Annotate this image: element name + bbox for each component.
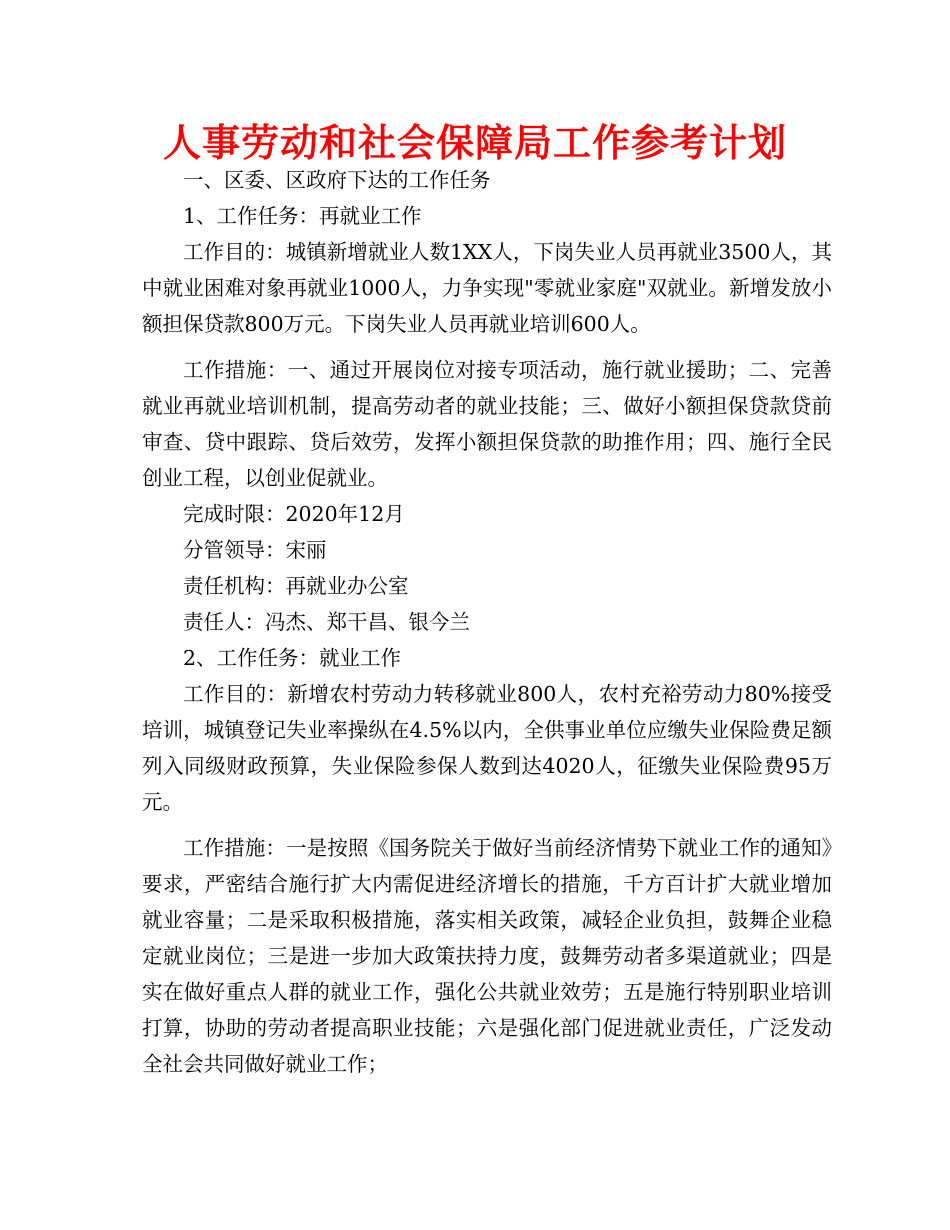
task-1-responsible: 责任人：冯杰、郑干昌、银今兰 (183, 610, 470, 634)
task-1-leader: 分管领导：宋丽 (183, 538, 327, 562)
task-2-measures: 工作措施：一是按照《国务院关于做好当前经济情势下就业工作的通知》要求，严密结合施行扩大内需促进经济增长的措施，千方百计扩大就业增加就业容量；二是采取积极措施，落实相关政策，减轻企业负担，鼓舞企业稳定就业岗位；三是进一步加大政策扶持力度，鼓舞劳动者多渠道就业；四是实在做好重点人群的就业工作，强化公共就业效劳；五是施行特别职业培训打算，协助的劳动者提高职业技能；六是强化部门促进就业责任，广泛发动全社会共同做好就业工作； (142, 836, 832, 1076)
task-heading-1: 1、工作任务：再就业工作 (183, 204, 422, 228)
task-heading-2: 2、工作任务：就业工作 (183, 646, 402, 670)
task-2-goal: 工作目的：新增农村劳动力转移就业800人，农村充裕劳动力80%接受培训，城镇登记失业率操纵在4.5%以内，全供事业单位应缴失业保险费足额列入同级财政预算，失业保险参保人数到达4020人，征缴失业保险费95万元。 (142, 682, 832, 814)
document-body (142, 162, 832, 1082)
task-1-measures: 工作措施：一、通过开展岗位对接专项活动，施行就业援助；二、完善就业再就业培训机制，提高劳动者的就业技能；三、做好小额担保贷款贷前审查、贷中跟踪、贷后效劳，发挥小额担保贷款的助推作用；四、施行全民创业工程，以创业促就业。 (142, 358, 832, 490)
task-1-agency: 责任机构：再就业办公室 (183, 574, 409, 598)
document-title: 人事劳动和社会保障局工作参考计划 (162, 121, 787, 165)
task-1-goal: 工作目的：城镇新增就业人数1XX人，下岗失业人员再就业3500人，其中就业困难对象再就业1000人，力争实现"零就业家庭"双就业。新增发放小额担保贷款800万元。下岗失业人员再就业培训600人。 (142, 240, 832, 336)
section-heading: 一、区委、区政府下达的工作任务 (183, 168, 491, 192)
task-1-deadline: 完成时限：2020年12月 (183, 502, 405, 526)
